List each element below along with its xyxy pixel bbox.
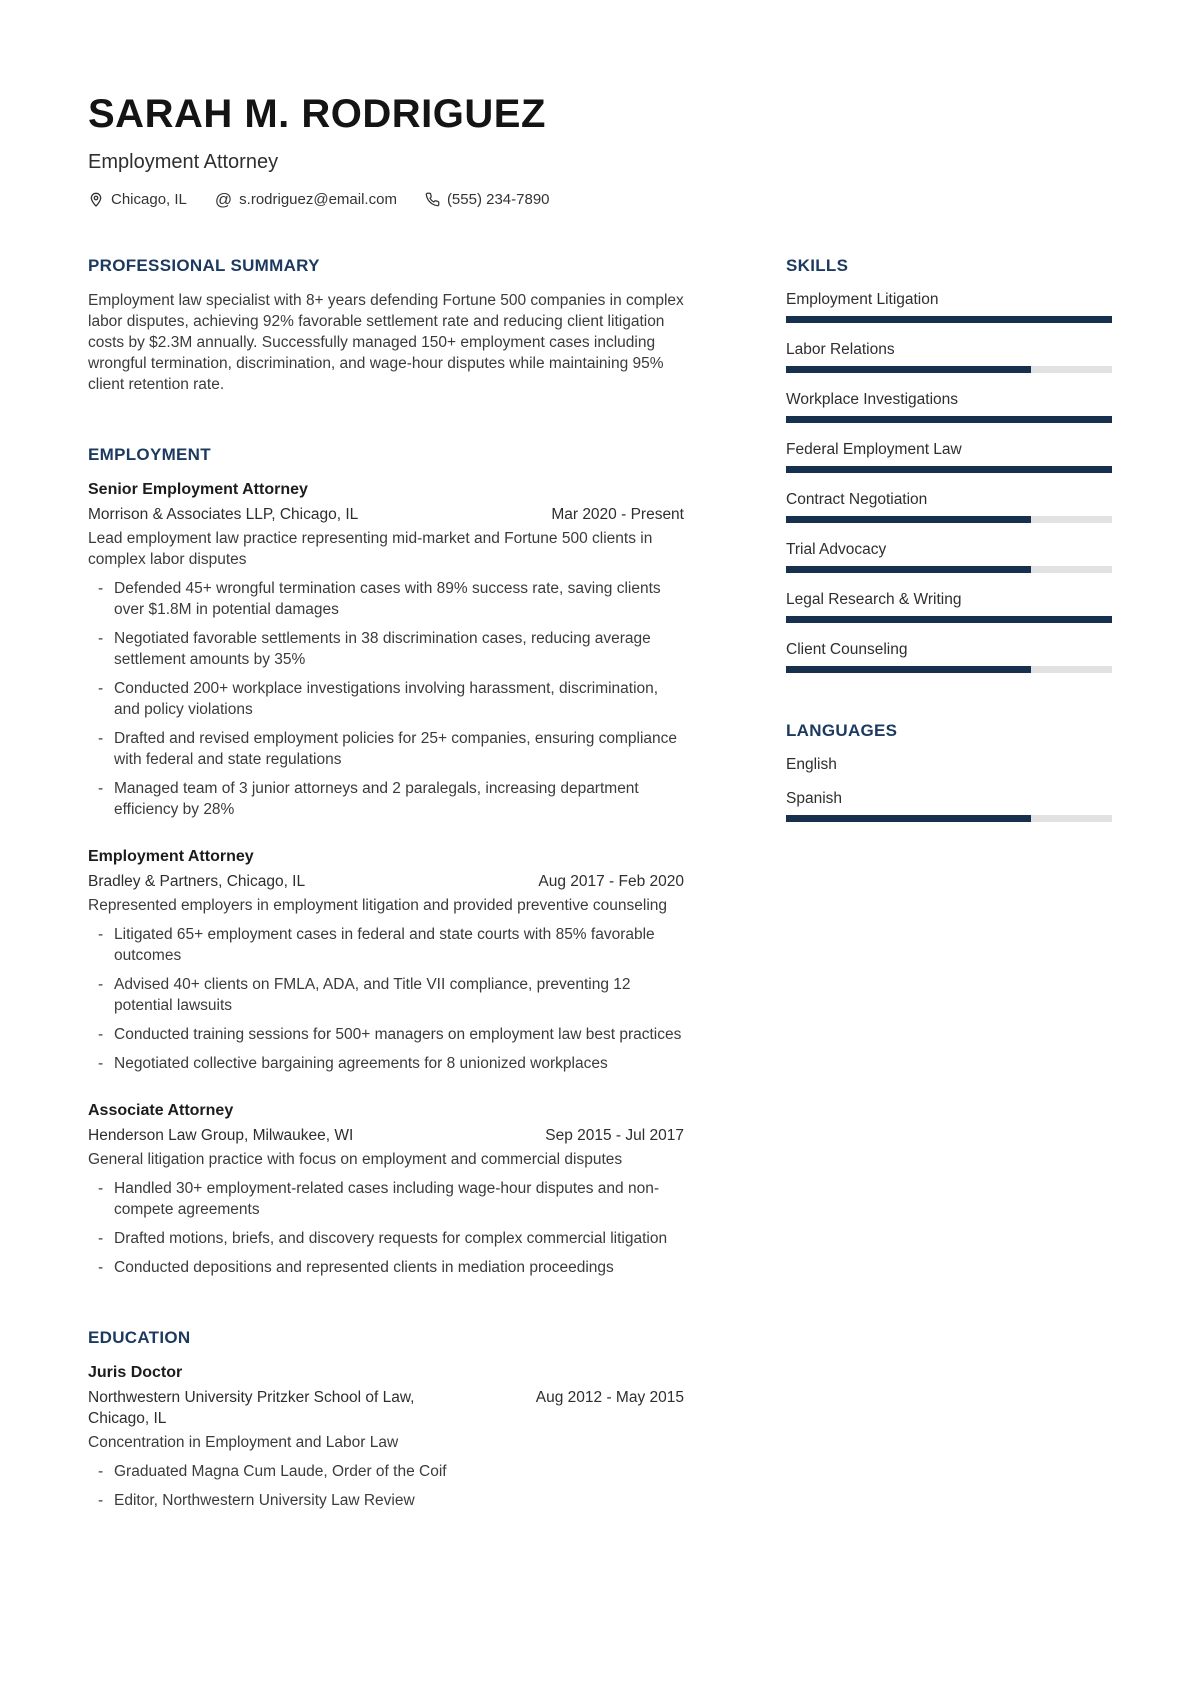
bullet-dash-marker: - [98,1026,104,1043]
bullet-item [88,728,684,770]
bullet-text: Graduated Magna Cum Laude, Order of the Coif [114,1463,447,1480]
job-company: Bradley & Partners, Chicago, IL [88,873,306,890]
bullet-text: Negotiated favorable settlements in 38 discrimination cases, reducing average settlement amounts by 35% [114,630,651,668]
contact-email [215,191,397,208]
skill-label: Workplace Investigations [786,391,959,408]
section-employment [88,445,684,1278]
skill-item [786,440,1112,473]
job-title: Associate Attorney [88,1102,234,1119]
summary-text: Employment law specialist with 8+ years defending Fortune 500 companies in complex labor disputes, achieving 92% favorable settlement rate and reducing client litigation costs by $2.3M annually. Successfully managed 150+ employment cases including wrongful termination, discrimination, and wage-hour disputes while maintaining 95% client retention rate. [88,292,684,393]
location-pin-icon [88,192,104,208]
bullet-text: Drafted motions, briefs, and discovery requests for complex commercial litigation [114,1230,668,1247]
sidebar-column [786,256,1112,870]
skill-bar-fill [786,366,1031,373]
skill-label: Contract Negotiation [786,491,928,508]
bullet-dash-marker: - [98,926,104,943]
skill-bar-track [786,416,1112,423]
employment-heading: EMPLOYMENT [88,445,211,464]
contact-row [88,191,1112,208]
education-dates: Aug 2012 - May 2015 [535,1389,684,1406]
skill-bar-track [786,616,1112,623]
languages-list [786,755,1112,822]
job-bullets [88,924,684,1074]
bullet-item [88,1461,684,1482]
bullet-item [88,1490,684,1511]
bullet-dash-marker: - [98,976,104,993]
bullet-item [88,1178,684,1220]
bullet-dash-marker: - [98,1492,104,1509]
jobs-list [88,479,684,1278]
bullet-item [88,578,684,620]
bullet-text: Negotiated collective bargaining agreements for 8 unionized workplaces [114,1055,608,1072]
job-dates: Aug 2017 - Feb 2020 [538,873,684,890]
skill-label: English [786,756,837,773]
bullet-dash-marker: - [98,730,104,747]
contact-phone-text: (555) 234-7890 [446,191,550,208]
bullet-dash-marker: - [98,1055,104,1072]
skill-bar-fill [786,416,1112,423]
bullet-text: Conducted depositions and represented clients in mediation proceedings [114,1259,614,1276]
bullet-dash-marker: - [98,1259,104,1276]
skill-bar-fill [786,666,1031,673]
bullet-dash-marker: - [98,680,104,697]
skill-bar-track [786,566,1112,573]
bullet-text: Litigated 65+ employment cases in federal and state courts with 85% favorable outcomes [114,926,655,964]
skill-label: Federal Employment Law [786,441,962,458]
summary-heading: PROFESSIONAL SUMMARY [88,256,320,275]
languages-heading: LANGUAGES [786,721,898,740]
job-company: Henderson Law Group, Milwaukee, WI [88,1127,354,1144]
skill-bar-track [786,815,1112,822]
skill-bar-fill [786,566,1031,573]
bullet-item [88,778,684,820]
skills-heading: SKILLS [786,256,849,275]
education-meta [88,1387,684,1429]
job-title: Employment Attorney [88,848,254,865]
degree-title: Juris Doctor [88,1364,183,1381]
section-skills [786,256,1112,673]
bullet-dash-marker: - [98,1230,104,1247]
job-meta [88,871,684,892]
job-company: Morrison & Associates LLP, Chicago, IL [88,506,359,523]
bullet-text: Editor, Northwestern University Law Review [114,1492,415,1509]
job-description: Lead employment law practice representing mid-market and Fortune 500 clients in complex labor disputes [88,530,653,568]
skill-label: Employment Litigation [786,291,939,308]
section-languages [786,721,1112,822]
skill-bar-fill [786,516,1031,523]
main-column [88,256,684,1511]
job-entry [88,479,684,820]
job-bullets [88,1178,684,1278]
bullet-text: Managed team of 3 junior attorneys and 2 paralegals, increasing department efficiency by 28% [114,780,639,818]
education-description: Concentration in Employment and Labor Law [88,1434,399,1451]
job-title: Senior Employment Attorney [88,481,308,498]
skill-item [786,340,1112,373]
job-description: Represented employers in employment litigation and provided preventive counseling [88,897,668,914]
job-dates: Mar 2020 - Present [551,506,684,523]
skill-bar-track [786,316,1112,323]
contact-location-text: Chicago, IL [111,191,187,208]
skill-bar-track [786,366,1112,373]
bullet-dash-marker: - [98,780,104,797]
at-icon: @ [214,189,233,209]
contact-email-text: s.rodriguez@email.com [239,191,397,208]
education-entry [88,1362,684,1511]
skill-bar-track [786,666,1112,673]
bullet-dash-marker: - [98,1463,104,1480]
bullet-item [88,678,684,720]
job-meta [88,1125,684,1146]
skill-bar-fill [786,316,1112,323]
person-name: SARAH M. RODRIGUEZ [88,92,546,136]
bullet-item [88,1053,684,1074]
skill-bar-track [786,516,1112,523]
skill-item [786,540,1112,573]
job-entry [88,1100,684,1278]
education-heading: EDUCATION [88,1328,191,1347]
job-description: General litigation practice with focus on employment and commercial disputes [88,1151,623,1168]
bullet-dash-marker: - [98,1180,104,1197]
skill-bar-fill [786,815,1031,822]
bullet-dash-marker: - [98,630,104,647]
skill-item [786,490,1112,523]
bullet-text: Advised 40+ clients on FMLA, ADA, and Title VII compliance, preventing 12 potential lawsuits [114,976,631,1014]
skill-item [786,290,1112,323]
skill-bar-track [786,466,1112,473]
section-professional-summary [88,256,684,395]
job-bullets [88,578,684,820]
skill-item [786,590,1112,623]
resume-header [88,92,1112,208]
skill-item [786,755,1112,774]
bullet-item [88,1228,684,1249]
job-entry [88,846,684,1074]
content-columns [88,256,1112,1511]
contact-phone [425,191,550,208]
bullet-item [88,1024,684,1045]
skill-item [786,640,1112,673]
job-meta [88,504,684,525]
skills-list [786,290,1112,673]
skill-label: Spanish [786,790,843,807]
bullet-text: Handled 30+ employment-related cases including wage-hour disputes and non-compete agreements [114,1180,659,1218]
skill-item [786,390,1112,423]
job-dates: Sep 2015 - Jul 2017 [545,1127,684,1144]
bullet-item [88,1257,684,1278]
phone-icon [425,192,440,207]
skill-item [786,789,1112,822]
bullet-text: Conducted training sessions for 500+ managers on employment law best practices [114,1026,682,1043]
skill-bar-fill [786,616,1112,623]
bullet-text: Defended 45+ wrongful termination cases with 89% success rate, saving clients over $1.8M in potential damages [114,580,661,618]
school-name: Northwestern University Pritzker School of Law, Chicago, IL [88,1389,415,1427]
skill-bar-fill [786,466,1112,473]
person-title: Employment Attorney [88,151,279,173]
education-bullets [88,1461,684,1511]
bullet-text: Conducted 200+ workplace investigations involving harassment, discrimination, and policy violations [114,680,659,718]
bullet-item [88,628,684,670]
skill-label: Legal Research & Writing [786,591,962,608]
bullet-text: Drafted and revised employment policies for 25+ companies, ensuring compliance with federal and state regulations [114,730,678,768]
section-education [88,1328,684,1511]
skill-label: Labor Relations [786,341,895,358]
contact-location [88,191,187,208]
skill-label: Client Counseling [786,641,908,658]
bullet-item [88,974,684,1016]
bullet-item [88,924,684,966]
bullet-dash-marker: - [98,580,104,597]
skill-label: Trial Advocacy [786,541,887,558]
